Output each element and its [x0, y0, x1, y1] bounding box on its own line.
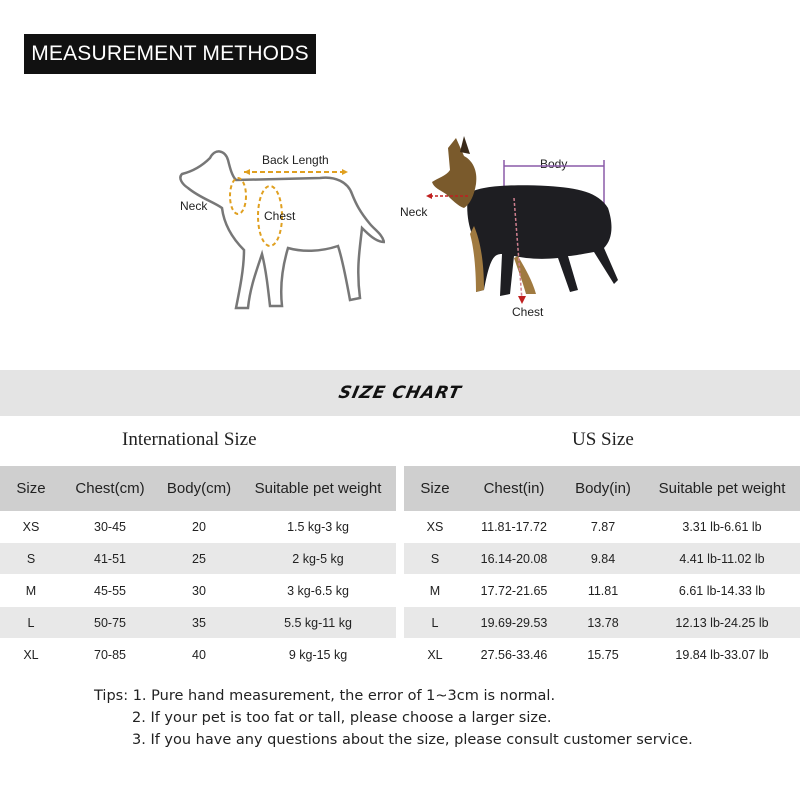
cell-chest: 41-51 — [62, 543, 158, 575]
chest-label: Chest — [264, 209, 296, 223]
column-header-body: Body(cm) — [158, 466, 240, 511]
cell-body: 9.84 — [562, 543, 644, 575]
tip-item — [94, 707, 693, 729]
table-header-row — [404, 466, 800, 511]
cell-body: 25 — [158, 543, 240, 575]
cell-size: XS — [404, 511, 466, 543]
cell-weight: 6.61 lb-14.33 lb — [644, 575, 800, 607]
cell-chest: 27.56-33.46 — [466, 639, 562, 671]
chest-label-right: Chest — [512, 305, 544, 319]
cell-chest: 16.14-20.08 — [466, 543, 562, 575]
international-size-title: International Size — [122, 429, 257, 450]
cell-chest: 30-45 — [62, 511, 158, 543]
cell-size: XS — [0, 511, 62, 543]
cell-weight: 1.5 kg-3 kg — [240, 511, 396, 543]
column-header-size: Size — [404, 466, 466, 511]
neck-label: Neck — [180, 199, 208, 213]
body-label: Body — [540, 157, 568, 171]
column-header-chest: Chest(in) — [466, 466, 562, 511]
cell-body: 15.75 — [562, 639, 644, 671]
column-header-size: Size — [0, 466, 62, 511]
table-row — [0, 511, 396, 543]
cell-body: 30 — [158, 575, 240, 607]
tip-text: 3. If you have any questions about the size, please consult customer service. — [132, 732, 693, 748]
table-row — [404, 575, 800, 607]
cell-chest: 11.81-17.72 — [466, 511, 562, 543]
cell-weight: 12.13 lb-24.25 lb — [644, 607, 800, 639]
cell-chest: 50-75 — [62, 607, 158, 639]
cell-chest: 70-85 — [62, 639, 158, 671]
cell-weight: 9 kg-15 kg — [240, 639, 396, 671]
tip-item — [94, 685, 693, 707]
measurement-methods-title: MEASUREMENT METHODS — [24, 34, 316, 74]
cell-body: 20 — [158, 511, 240, 543]
cell-size: XL — [0, 639, 62, 671]
german-shepherd-illustration — [398, 130, 638, 330]
size-chart-title: SIZE CHART — [336, 383, 464, 403]
cell-weight: 4.41 lb-11.02 lb — [644, 543, 800, 575]
cell-weight: 19.84 lb-33.07 lb — [644, 639, 800, 671]
cell-body: 13.78 — [562, 607, 644, 639]
cell-chest: 19.69-29.53 — [466, 607, 562, 639]
dog-outline-illustration — [170, 138, 385, 318]
table-row — [404, 511, 800, 543]
cell-size: S — [404, 543, 466, 575]
column-header-body: Body(in) — [562, 466, 644, 511]
us-size-table — [404, 466, 800, 671]
international-size-table — [0, 466, 396, 671]
cell-chest: 45-55 — [62, 575, 158, 607]
tip-item — [94, 729, 693, 751]
table-header-row — [0, 466, 396, 511]
cell-body: 11.81 — [562, 575, 644, 607]
size-chart-banner — [0, 370, 800, 416]
cell-body: 40 — [158, 639, 240, 671]
tip-text: 1. Pure hand measurement, the error of 1~3cm is normal. — [132, 688, 556, 704]
neck-label-right: Neck — [400, 205, 428, 219]
tips-prefix: Tips: — [94, 688, 129, 704]
table-row — [0, 639, 396, 671]
cell-size: L — [404, 607, 466, 639]
cell-weight: 5.5 kg-11 kg — [240, 607, 396, 639]
table-row — [0, 607, 396, 639]
cell-chest: 17.72-21.65 — [466, 575, 562, 607]
cell-weight: 3.31 lb-6.61 lb — [644, 511, 800, 543]
cell-size: XL — [404, 639, 466, 671]
dog-body-shape — [467, 185, 618, 296]
us-size-title: US Size — [572, 429, 634, 450]
tip-text: 2. If your pet is too fat or tall, please choose a larger size. — [132, 710, 552, 726]
column-header-weight: Suitable pet weight — [240, 466, 396, 511]
dog-outline-shape — [180, 151, 384, 308]
table-row — [404, 543, 800, 575]
table-row — [0, 543, 396, 575]
table-row — [404, 607, 800, 639]
cell-size: L — [0, 607, 62, 639]
cell-size: M — [404, 575, 466, 607]
column-header-chest: Chest(cm) — [62, 466, 158, 511]
table-row — [404, 639, 800, 671]
dog-head-shape — [432, 138, 476, 208]
cell-weight: 3 kg-6.5 kg — [240, 575, 396, 607]
column-header-weight: Suitable pet weight — [644, 466, 800, 511]
cell-weight: 2 kg-5 kg — [240, 543, 396, 575]
cell-body: 7.87 — [562, 511, 644, 543]
cell-size: S — [0, 543, 62, 575]
tips-section — [94, 685, 693, 751]
table-row — [0, 575, 396, 607]
cell-size: M — [0, 575, 62, 607]
back-length-label: Back Length — [262, 153, 329, 167]
cell-body: 35 — [158, 607, 240, 639]
